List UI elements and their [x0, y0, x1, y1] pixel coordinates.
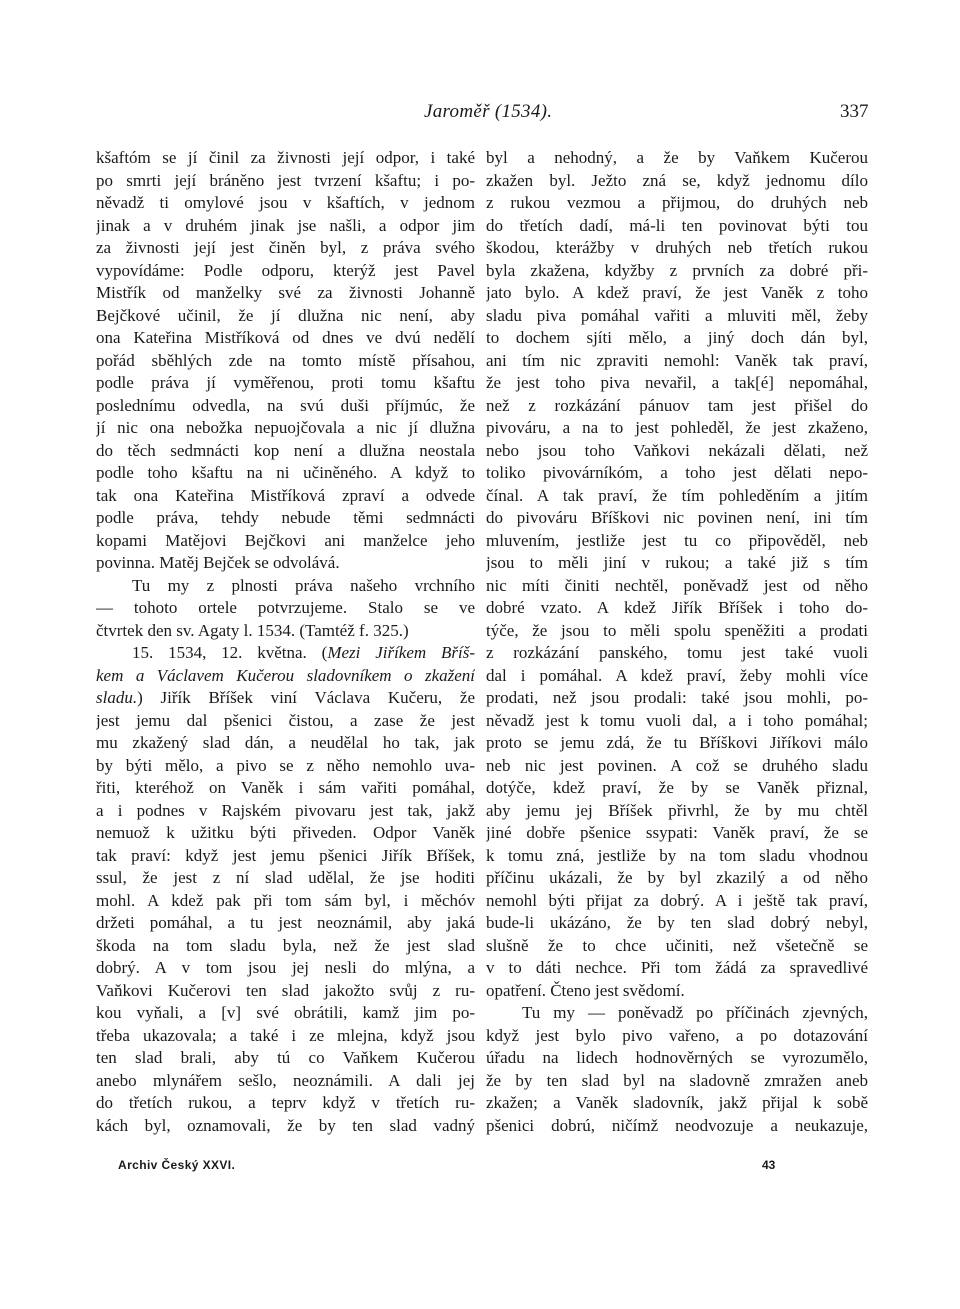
text-line: opatření. Čteno jest svědomí.: [486, 980, 685, 1000]
text-line: 15. 1534, 12. května. (Mezi Jiříkem Bříš-: [132, 643, 475, 662]
text-line: držeti pomáhal, a tu jest neoznámil, aby jaká: [96, 913, 475, 932]
text-line: kou vyňali, a [v] své obrátili, kamž jim po-: [96, 1003, 475, 1022]
page-number: 337: [840, 101, 869, 122]
text-line: týče, že jsou to měli spolu speněžiti a prodati: [486, 620, 868, 640]
text-line: jsou to měli jiní v rukou; a také již s tím: [486, 553, 868, 572]
text-line: dobrý. A v tom jsou jej nesli do mlýna, a: [96, 958, 475, 977]
text-line: zkažen; a Vaněk sladovník, jakž přijal k sobě: [486, 1093, 868, 1112]
text-line: vypovídáme: Podle odporu, kterýž jest Pavel: [96, 260, 475, 280]
text-line: — tohoto ortele potvrzujeme. Stalo se ve: [96, 598, 475, 617]
text-line: jato bylo. A kdež praví, že jest Vaněk z toho: [486, 283, 868, 302]
text-line: že jest toho piva nevařil, a tak[é] nepomáhal,: [486, 373, 868, 392]
text-line: ssul, že jest z ní slad udělal, že jse hoditi: [96, 868, 475, 887]
sheet-number: 43: [762, 1158, 776, 1172]
page-header: [0, 101, 960, 131]
text-line: že by ten slad byl na sladovně zmražen aneb: [486, 1070, 868, 1090]
text-line: nic míti činiti nechtěl, poněvadž jest od něho: [486, 575, 868, 595]
text-line: Tu my — poněvadž po příčinách zjevných,: [522, 1003, 868, 1022]
text-line: čínal. A tak praví, že tím pohleděním a jitím: [486, 485, 868, 505]
text-line: za živnosti její jest činěn byl, z práva svého: [96, 238, 475, 257]
text-line: v to dáti nechce. Při tom žádá za spravedlivé: [486, 958, 868, 977]
text-line: to dochem sjíti mělo, a jiný doch dán byl,: [486, 328, 868, 347]
text-line: dal i pomáhal. A kdež praví, žeby mohli více: [486, 665, 868, 685]
text-line: z rukou vezmou a přijmou, do druhých neb: [486, 193, 868, 212]
text-line: kem a Václavem Kučerou sladovníkem o zkažení: [96, 665, 475, 685]
text-line: povinna. Matěj Bejček se odvolává.: [96, 553, 340, 572]
text-line: podle práva, tehdy nebude těmi sedmnácti: [96, 508, 475, 527]
text-line: bude-li ukázáno, že by ten slad dobrý nebyl,: [486, 913, 868, 932]
text-line: mohl. A kdež pak při tom sám byl, i měchóv: [96, 890, 475, 910]
running-title: Jaroměř (1534).: [424, 101, 553, 122]
text-line: kšaftóm se jí činil za živnosti její odpor, i také: [96, 148, 475, 167]
text-line: slušně že to chce učiniti, než všetečně se: [486, 935, 868, 955]
text-line: škoda na tom sladu byla, než že jest slad: [96, 935, 475, 955]
text-line: tak praví: když jest jemu pšenici Jiřík Bříšek,: [96, 845, 475, 865]
text-line: řiti, kteréhož on Vaněk i sám vařiti pomáhal,: [96, 778, 475, 797]
text-line: škodou, kterážby v druhých neb třetích rukou: [486, 238, 868, 257]
text-line: než z rozkázání pánuov tam jest přišel do: [486, 395, 868, 415]
text-line: kopami Matějovi Bejčkovi ani manželce jeho: [96, 530, 475, 550]
text-line: do těch sedmnácti kop není a dlužna neostala: [96, 440, 475, 460]
page-footer: [0, 1158, 960, 1178]
text-line: kách byl, oznamovali, že by ten slad vadný: [96, 1115, 475, 1135]
text-line: jí nic ona nebožka nepuojčovala a nic jí dlužna: [96, 418, 475, 437]
text-line: Vaňkovi Kučerovi ten slad jakožto svůj z ru-: [96, 980, 475, 1000]
text-line: když jest bylo pivo vařeno, a po dotazování: [486, 1025, 868, 1045]
text-line: něvadž jest k tomu vuoli dal, a i toho pomáhal;: [486, 710, 868, 730]
text-line: poslednímu odvedla, na svú duši příjmúc, že: [96, 395, 475, 415]
text-line: byla zkažena, kdyžby z prvních za dobré při-: [486, 260, 868, 280]
text-line: nebo jsou toho Vaňkovi nekázali dělati, než: [486, 440, 868, 460]
text-line: podle práva jí vyměřenou, proti tomu kšaftu: [96, 373, 475, 392]
text-line: úřadu na lidech hodnověrných se vyrozumělo,: [486, 1048, 868, 1067]
text-line: z rozkázání panského, tomu jest také vuoli: [486, 643, 868, 662]
text-line: nemohl býti přijat za dobrý. A i ještě tak praví,: [486, 890, 868, 910]
text-line: aby jemu jej Bříšek přivrhl, že by mu chtěl: [486, 800, 868, 820]
text-line: sladu.) Jiřík Bříšek viní Václava Kučeru, že: [96, 688, 475, 707]
text-line: do třetích rukou, a teprv když v třetích ru-: [96, 1093, 475, 1112]
text-line: proto se jemu zdá, že tu Bříškovi Jiříkovi málo: [486, 733, 868, 752]
text-line: neb nic jest povinen. A což se druhého sladu: [486, 755, 868, 775]
text-line: mluvením, jestliže jest tu co připověděl, neb: [486, 530, 868, 550]
text-line: a i podnes v Rajském pivovaru jest tak, jakž: [96, 800, 475, 820]
text-line: něvadž ti omylové jsou v kšaftích, v jednom: [96, 193, 475, 212]
text-line: nemuož k užitku býti přiveden. Odpor Vaněk: [96, 823, 475, 842]
text-line: ten slad brali, aby tú co Vaňkem Kučerou: [96, 1048, 475, 1067]
text-line: pořád sběhlých zde na tomto místě přísahou,: [96, 350, 475, 370]
signature-mark: Archiv Český XXVI.: [118, 1158, 236, 1172]
text-line: prodati, než jsou prodali: také jsou mohli, po-: [486, 688, 868, 707]
text-line: Bejčkové učinil, že jí dlužna nic není, aby: [96, 305, 475, 325]
text-line: dotýče, kdež praví, že by se Vaněk přiznal,: [486, 778, 868, 797]
text-line: do třetích dadí, má-li ten povinovat býti tou: [486, 215, 868, 235]
text-line: jest jemu dal pšenici čistou, a zase že jest: [96, 710, 475, 730]
text-line: do pivováru Bříškovi nic povinen není, ini tím: [486, 508, 868, 527]
text-line: Mistřík od manželky své za živnosti Johanně: [96, 283, 475, 302]
text-line: po smrti její bráněno jest tvrzení kšaftu; i po-: [96, 170, 475, 190]
text-line: dobré vzato. A kdež Jiřík Bříšek i toho do-: [486, 598, 868, 617]
text-line: čtvrtek den sv. Agaty l. 1534. (Tamtéž f. 325.): [96, 620, 409, 640]
text-line: ona Kateřina Mistříková od dnes ve dvú nedělí: [96, 328, 475, 347]
text-line: ani tím nic zpraviti nemohl: Vaněk tak praví,: [486, 350, 868, 370]
text-line: byl a nehodný, a že by Vaňkem Kučerou: [486, 148, 868, 167]
text-line: pivováru, a na to jest pohleděl, že jest zkaženo,: [486, 418, 868, 437]
text-line: anebo mlynářem sešlo, neoznámili. A dali jej: [96, 1070, 475, 1090]
text-line: třeba ukazovala; a také i ze mlejna, když jsou: [96, 1025, 475, 1045]
text-line: pšenici dobrú, ničímž neodvozuje a neukazuje,: [486, 1115, 868, 1135]
left-text-column: [96, 147, 475, 1137]
right-text-column: [486, 147, 868, 1137]
text-line: příčinu ukázali, že by byl zkazilý a od něho: [486, 868, 868, 887]
text-line: jiné dobře pšenice ssypati: Vaněk praví, že se: [486, 823, 868, 842]
text-line: tak ona Kateřina Mistříková zpraví a odvede: [96, 485, 475, 505]
text-line: podle toho kšaftu na ni učiněného. A když to: [96, 463, 475, 482]
text-line: mu zkažený slad dán, a neudělal ho tak, jak: [96, 733, 475, 752]
text-line: by býti mělo, a pivo se z něho nemohlo uva-: [96, 755, 475, 775]
text-line: jinak a v druhém jinak jse našli, a odpor jim: [96, 215, 475, 235]
text-line: sladu piva pomáhal vařiti a mluviti měl, žeby: [486, 305, 868, 325]
text-line: zkažen byl. Ježto zná se, když jednomu dílo: [486, 170, 868, 190]
text-line: toliko pivovárníkóm, a toho jest dělati nepo-: [486, 463, 868, 482]
text-line: k tomu zná, jestliže by na tom sladu vhodnou: [486, 845, 868, 865]
text-line: Tu my z plnosti práva našeho vrchního: [132, 575, 475, 595]
